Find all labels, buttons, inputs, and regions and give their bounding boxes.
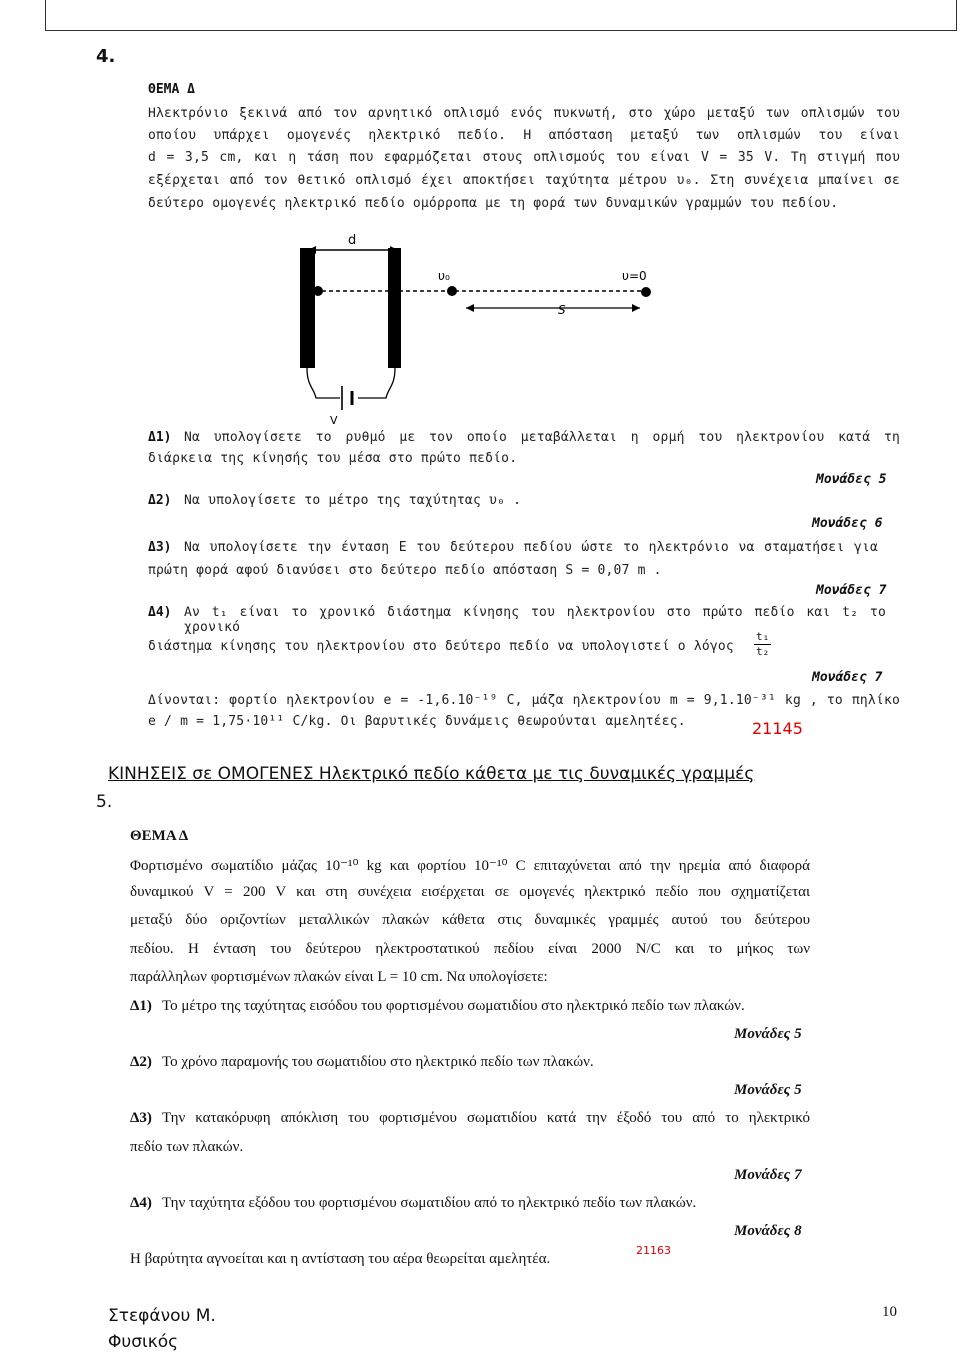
v-end-label: υ=0 [622,269,647,283]
p4-q4-text-2: διάστημα κίνησης του ηλεκτρονίου στο δεύτερο πεδίο να υπολογιστεί ο λόγος [148,639,734,654]
problem-4-intro-line-1: Ηλεκτρόνιο ξεκινά από τον αρνητικό οπλισμό ενός πυκνωτή, στο χώρο μεταξύ των οπλισμών του [148,106,900,121]
p5-code: 21163 [636,1244,671,1257]
p5-q3-text-2: πεδίο των πλακών. [130,1139,244,1155]
page-number: 10 [882,1304,897,1320]
p5-q1-points: Μονάδες 5 [734,1026,802,1042]
problem-4-intro-line-4: εξέρχεται από τον θετικό οπλισμό έχει αποκτήσει ταχύτητα μέτρου υ₀. Στη συνέχεια μπαίνει σε [148,173,900,188]
p4-q4-text-1: Αν t₁ είναι το χρονικό διάστημα κίνησης του ηλεκτρονίου στο πρώτο πεδίο και t₂ το χρονικό [184,605,886,635]
ratio-denominator: t₂ [756,645,770,658]
battery-label: V [330,414,338,427]
problem-5-intro-line-1: Φορτισμένο σωματίδιο μάζας 10⁻¹⁰ kg και φορτίου 10⁻¹⁰ C επιταχύνεται από την ηρεμία από διαφορά [130,858,810,874]
problem-5-intro-line-4: πεδίου. Η ένταση του δεύτερου ηλεκτροστατικού πεδίου είναι 2000 N/C και το μήκος των [130,941,810,957]
problem-5-intro-line-2: δυναμικού V = 200 V και στη συνέχεια εισέρχεται σε ομογενές ηλεκτρικό πεδίο που σχηματίζεται [130,884,810,900]
p4-q3-text-2: πρώτη φορά αφού διανύσει στο δεύτερο πεδίο απόσταση S = 0,07 m . [148,563,662,578]
problem-5-number: 5. [96,792,113,812]
p5-q1-text: Το μέτρο της ταχύτητας εισόδου του φορτισμένου σωματιδίου στο ηλεκτρικό πεδίο των πλακών. [162,998,745,1014]
p5-q4-points: Μονάδες 8 [734,1223,802,1239]
electron-mid [447,286,457,296]
p4-q3-text-1: Να υπολογίσετε την ένταση E του δεύτερου πεδίου ώστε το ηλεκτρόνιο να σταματήσει για [184,540,878,555]
p5-q3-label: Δ3) [130,1110,152,1126]
section-heading: ΚΙΝΗΣΕΙΣ σε ΟΜΟΓΕΝΕΣ Ηλεκτρικό πεδίο κάθετα με τις δυναμικές γραμμές [108,764,755,784]
p5-q2-label: Δ2) [130,1054,152,1070]
footer-author-line-2: Φυσικός [108,1332,179,1352]
problem-4-number: 4. [96,46,116,67]
s-label: S [558,303,566,317]
electron-stop [641,287,651,297]
p4-q4-label: Δ4) [148,605,172,620]
s-arrow-left [466,304,474,312]
p4-q4-ratio [754,630,771,659]
problem-5-intro-line-5: παράλληλων φορτισμένων πλακών είναι L = 10 cm. Να υπολογίσετε: [130,969,548,985]
p5-q2-points: Μονάδες 5 [734,1082,802,1098]
p4-q3-label: Δ3) [148,540,172,555]
problem-4-intro-line-5: δεύτερο ομογενές ηλεκτρικό πεδίο ομόρροπα με τη φορά των δυναμικών γραμμών του πεδίου. [148,196,839,211]
p4-given-2: e / m = 1,75·10¹¹ C/kg. Οι βαρυτικές δυνάμεις θεωρούνται αμελητέες. [148,714,686,729]
p4-q2-label: Δ2) [148,493,172,508]
p4-q3-points: Μονάδες 7 [816,583,887,598]
p5-q3-text-1: Την κατακόρυφη απόκλιση του φορτισμένου σωματιδίου κατά την έξοδό του από το ηλεκτρικό [162,1110,810,1126]
s-arrow-right [632,304,640,312]
p4-q1-text-2: διάρκεια της κίνησής του μέσα στο πρώτο πεδίο. [148,451,518,466]
p5-q2-text: Το χρόνο παραμονής του σωματιδίου στο ηλεκτρικό πεδίο των πλακών. [162,1054,594,1070]
p5-q4-text: Την ταχύτητα εξόδου του φορτισμένου σωματιδίου από το ηλεκτρικό πεδίο των πλακών. [162,1195,697,1211]
positive-plate [388,248,401,368]
footer-author-line-1: Στεφάνου Μ. [108,1306,216,1326]
p4-q1-text-1: Να υπολογίσετε το ρυθμό με τον οποίο μεταβάλλεται η ορμή του ηλεκτρονίου κατά τη [184,430,900,445]
ratio-numerator: t₁ [756,630,770,643]
v0-label: υ₀ [438,269,450,283]
p5-q3-points: Μονάδες 7 [734,1167,802,1183]
problem-4-theme: ΘΕΜΑ Δ [148,82,195,97]
p4-q1-points: Μονάδες 5 [816,472,887,487]
wire-right [358,368,395,398]
p4-q4-points: Μονάδες 7 [812,670,883,685]
wire-left [307,368,340,398]
p5-q4-label: Δ4) [130,1195,152,1211]
p4-q1-label: Δ1) [148,430,172,445]
page-top-frame [45,0,957,31]
problem-4-intro-line-3: d = 3,5 cm, και η τάση που εφαρμόζεται στους οπλισμούς του είναι V = 35 V. Τη στιγμή που [148,150,900,165]
problem-5-theme: ΘΕΜΑ Δ [130,828,189,844]
d-label: d [348,233,357,248]
negative-plate [300,248,315,368]
p4-given-1: Δίνονται: φορτίο ηλεκτρονίου e = -1,6.10⁻¹⁹ C, μάζα ηλεκτρονίου m = 9,1.10⁻³¹ kg , το πηλίκο [148,693,900,708]
capacitor-diagram [280,228,680,428]
problem-5-intro-line-3: μεταξύ δύο οριζοντίων μεταλλικών πλακών κάθετα στις δυναμικές γραμμές αυτού του δεύτερου [130,912,810,928]
p5-q1-label: Δ1) [130,998,152,1014]
problem-4-intro-line-2: οποίου υπάρχει ομογενές ηλεκτρικό πεδίο. Η απόσταση μεταξύ των οπλισμών του είναι [148,128,900,143]
p4-q2-text: Να υπολογίσετε το μέτρο της ταχύτητας υ₀ . [184,493,522,508]
p5-note: Η βαρύτητα αγνοείται και η αντίσταση του αέρα θεωρείται αμελητέα. [130,1251,551,1267]
electron-start [313,286,323,296]
p4-q2-points: Μονάδες 6 [812,516,883,531]
p4-code: 21145 [752,719,803,738]
